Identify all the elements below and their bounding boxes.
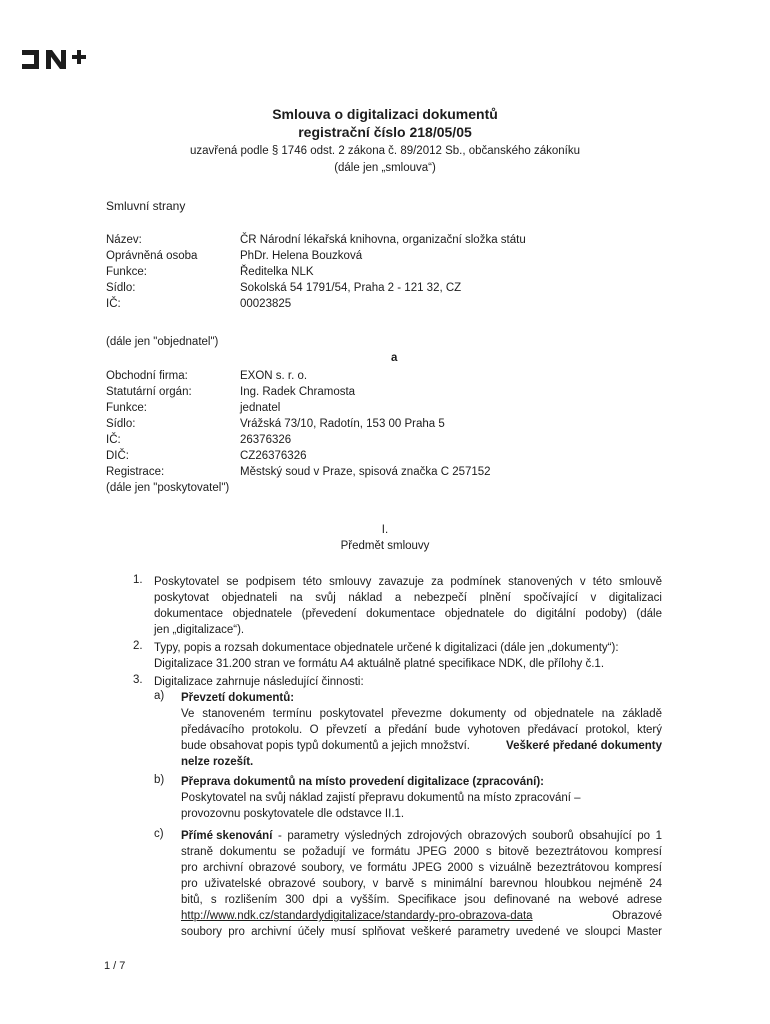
field-label: Obchodní firma: xyxy=(106,370,188,382)
party1-row xyxy=(106,264,314,280)
field-label: Sídlo: xyxy=(106,282,136,294)
party1-row xyxy=(106,296,291,312)
subitem-marker: b) xyxy=(154,774,165,786)
document-title: Smlouva o digitalizaci dokumentů xyxy=(272,106,498,122)
field-label: IČ: xyxy=(106,434,121,446)
party2-row xyxy=(106,432,291,448)
subitem-heading: Převzetí dokumentů: xyxy=(181,692,295,704)
page-number: 1 / 7 xyxy=(104,960,126,972)
text-segment: - parametry výsledných zdrojových obrazových souborů obsahující po 1 xyxy=(272,830,662,842)
company-logo xyxy=(22,44,102,76)
field-value: jednatel xyxy=(240,402,281,414)
section-heading-parties: Smluvní strany xyxy=(106,199,186,213)
paragraph-line: provozovnu poskytovatele dle odstavce II.1. xyxy=(181,808,405,820)
paragraph-line xyxy=(181,828,662,844)
subitem-heading: Přeprava dokumentů na místo provedení digitalizace (zpracování): xyxy=(181,776,544,788)
field-label: Registrace: xyxy=(106,466,165,478)
paragraph-line: soubory pro archivní účely musí splňovat veškeré parametry uvedené ve sloupci Master xyxy=(181,926,662,938)
text-segment: Obrazové xyxy=(612,910,662,922)
subitem-marker: c) xyxy=(154,828,164,840)
field-label: Funkce: xyxy=(106,402,147,414)
party2-row xyxy=(106,384,355,400)
paragraph-line: Poskytovatel na svůj náklad zajistí přepravu dokumentů na místo zpracování – xyxy=(181,792,581,804)
party2-row xyxy=(106,400,280,416)
field-value: Vrážská 73/10, Radotín, 153 00 Praha 5 xyxy=(240,418,445,430)
field-label: Oprávněná osoba xyxy=(106,250,198,262)
item-number: 1. xyxy=(133,574,143,586)
field-label: DIČ: xyxy=(106,450,129,462)
registration-number: registrační číslo 218/05/05 xyxy=(298,124,472,140)
paragraph-line: předávacího protokolu. O převzetí a předání bude vyhotoven předávací protokol, který xyxy=(181,724,662,736)
field-value: PhDr. Helena Bouzková xyxy=(240,250,363,262)
field-value: 00023825 xyxy=(240,298,292,310)
field-label: Statutární orgán: xyxy=(106,386,192,398)
item-number: 3. xyxy=(133,674,143,686)
party1-row xyxy=(106,232,526,248)
legal-basis-line: uzavřená podle § 1746 odst. 2 zákona č. 89/2012 Sb., občanského zákoníku xyxy=(189,145,580,157)
paragraph-line: Typy, popis a rozsah dokumentace objednatele určené k digitalizaci (dále jen „dokumenty“): xyxy=(154,642,619,654)
party1-alias: (dále jen "objednatel") xyxy=(106,336,219,348)
paragraph-line: bitů, s rozlišením 300 dpi a vyšším. Specifikace jsou definované na webové adrese xyxy=(181,894,662,906)
paragraph-line: Digitalizace zahrnuje následující činnosti: xyxy=(154,676,364,688)
subitem-marker: a) xyxy=(154,690,165,702)
subitem-heading: Přímé skenování xyxy=(181,830,273,842)
field-value: 26376326 xyxy=(240,434,292,446)
field-value: ČR Národní lékařská knihovna, organizační složka státu xyxy=(240,234,526,246)
paragraph-line: Digitalizace 31.200 stran ve formátu A4 aktuálně platné specifikace NDK, dle přílohy č.1. xyxy=(154,658,605,670)
party2-row xyxy=(106,368,307,384)
party1-row xyxy=(106,280,461,296)
paragraph-line: straně dokumentu se požadují ve formátu JPEG 2000 s bitově bezeztrátovou kompresí xyxy=(181,846,662,858)
article-number: I. xyxy=(381,524,389,536)
field-value: Městský soud v Praze, spisová značka C 257152 xyxy=(240,466,491,478)
text-segment: bude obsahovat popis typů dokumentů a jejich množství. xyxy=(181,740,470,752)
field-value: Ing. Radek Chramosta xyxy=(240,386,356,398)
field-label: Sídlo: xyxy=(106,418,136,430)
field-value: Sokolská 54 1791/54, Praha 2 - 121 32, CZ xyxy=(240,282,462,294)
field-value: Ředitelka NLK xyxy=(240,266,314,278)
paragraph-line: dokumentace objednatele (převedení dokumentace objednatele do digitální podoby) (dále xyxy=(154,608,662,620)
field-value: CZ26376326 xyxy=(240,450,307,462)
field-value: EXON s. r. o. xyxy=(240,370,308,382)
party1-row xyxy=(106,248,362,264)
paragraph-line: Ve stanoveném termínu poskytovatel převezme dokumenty od objednatele na základě xyxy=(181,708,662,720)
party2-row xyxy=(106,416,445,432)
party2-row xyxy=(106,464,491,480)
article-title: Předmět smlouvy xyxy=(340,540,430,552)
paragraph-line: poskytovat objednateli na svůj náklad a nebezpečí plnění spočívající v digitalizaci xyxy=(154,592,662,604)
field-label: Funkce: xyxy=(106,266,147,278)
paragraph-line: jen „digitalizace“). xyxy=(154,624,245,636)
paragraph-line: nelze rozešít. xyxy=(181,756,254,768)
paragraph-line: Poskytovatel se podpisem této smlouvy zavazuje za podmínek stanovených v této smlouvě xyxy=(154,576,662,588)
party2-row xyxy=(106,448,307,464)
bold-segment: Veškeré předané dokumenty xyxy=(506,740,662,752)
contract-alias-line: (dále jen „smlouva“) xyxy=(334,162,436,174)
party2-alias: (dále jen "poskytovatel") xyxy=(106,482,230,494)
paragraph-line xyxy=(181,738,662,754)
paragraph-line: pro uživatelské obrazové soubory, v barvě s minimální barevnou hloubkou nejméně 24 xyxy=(181,878,662,890)
conjunction-and: a xyxy=(391,352,398,364)
standards-link[interactable]: http://www.ndk.cz/standardydigitalizace/standardy-pro-obrazova-data xyxy=(181,910,533,922)
field-label: Název: xyxy=(106,234,142,246)
field-label: IČ: xyxy=(106,298,121,310)
item-number: 2. xyxy=(133,640,143,652)
paragraph-line xyxy=(181,908,662,924)
paragraph-line: pro archivní obrazové soubory, ve formátu JPEG 2000 s vizuálně bezeztrátovou kompresí xyxy=(181,862,662,874)
